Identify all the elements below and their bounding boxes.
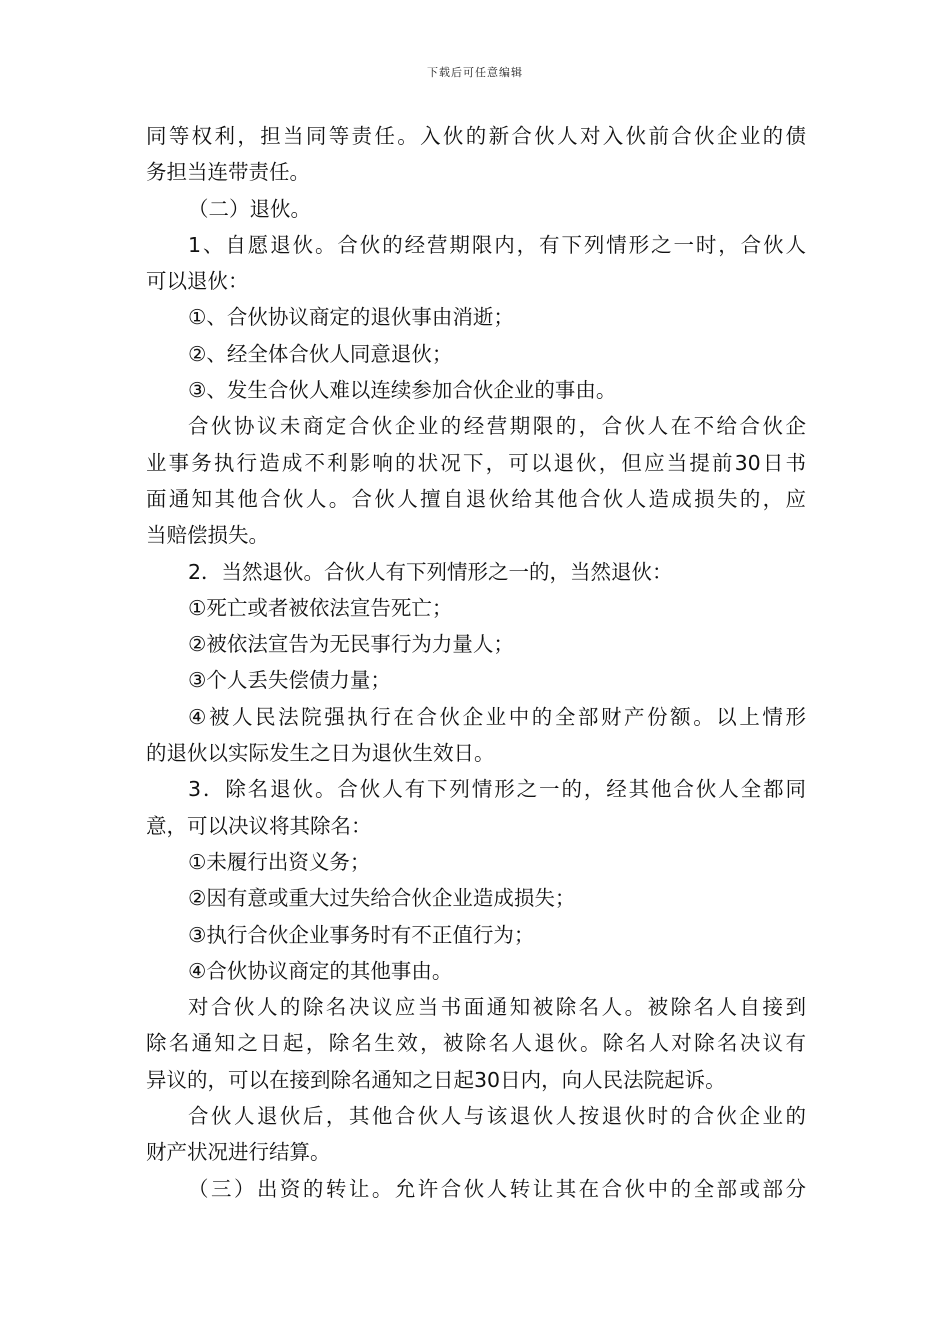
text-line: 务担当连带责任。 [146,160,310,185]
text-line: 当赔偿损失。 [146,523,269,548]
section-heading: （二）退伙。 [188,196,311,221]
list-item: ①未履行出资义务； [188,849,371,874]
list-item: ③执行合伙企业事务时有不正值行为； [188,922,535,947]
text-line: 对合伙人的除名决议应当书面通知被除名人。被除名人自接到 [188,995,806,1020]
list-item: ④合伙协议商定的其他事由。 [188,958,453,983]
text-line: 财产状况进行结算。 [146,1140,331,1165]
text-line: 的退伙以实际发生之日为退伙生效日。 [146,741,495,766]
page-header: 下载后可任意编辑 [427,66,523,79]
list-item: ②、经全体合伙人同意退伙； [188,341,453,366]
list-item: ①、合伙协议商定的退伙事由消逝； [188,305,514,330]
text-line: 意，可以决议将其除名： [146,813,372,838]
list-item: ③个人丢失偿债力量； [188,668,391,693]
text-line: 合伙人退伙后，其他合伙人与该退伙人按退伙时的合伙企业的 [188,1104,806,1129]
text-line: 3．除名退伙。合伙人有下列情形之一的，经其他合伙人全都同 [188,777,806,802]
list-item: ②被依法宣告为无民事行为力量人； [188,632,514,657]
list-item: ②因有意或重大过失给合伙企业造成损失； [188,886,576,911]
text-line: 1、自愿退伙。合伙的经营期限内，有下列情形之一时，合伙人 [188,232,806,257]
text-line: 面通知其他合伙人。合伙人擅自退伙给其他合伙人造成损失的，应 [146,486,806,511]
document-body [146,118,806,1207]
list-item: ④被人民法院强执行在合伙企业中的全部财产份额。以上情形 [188,704,806,729]
list-item: ③、发生合伙人难以连续参加合伙企业的事由。 [188,378,617,403]
section-heading: （三）出资的转让。允许合伙人转让其在合伙中的全部或部分 [188,1176,806,1201]
text-line: 2．当然退伙。合伙人有下列情形之一的，当然退伙： [188,559,673,584]
text-line: 除名通知之日起，除名生效，被除名人退伙。除名人对除名决议有 [146,1031,806,1056]
text-line: 可以退伙： [146,269,249,294]
text-line: 异议的，可以在接到除名通知之日起30日内，向人民法院起诉。 [146,1067,726,1092]
list-item: ①死亡或者被依法宣告死亡； [188,595,453,620]
text-line: 同等权利，担当同等责任。入伙的新合伙人对入伙前合伙企业的债 [146,124,806,148]
text-line: 合伙协议未商定合伙企业的经营期限的，合伙人在不给合伙企 [188,414,806,439]
text-line: 业事务执行造成不利影响的状况下，可以退伙，但应当提前30日书 [146,450,806,475]
